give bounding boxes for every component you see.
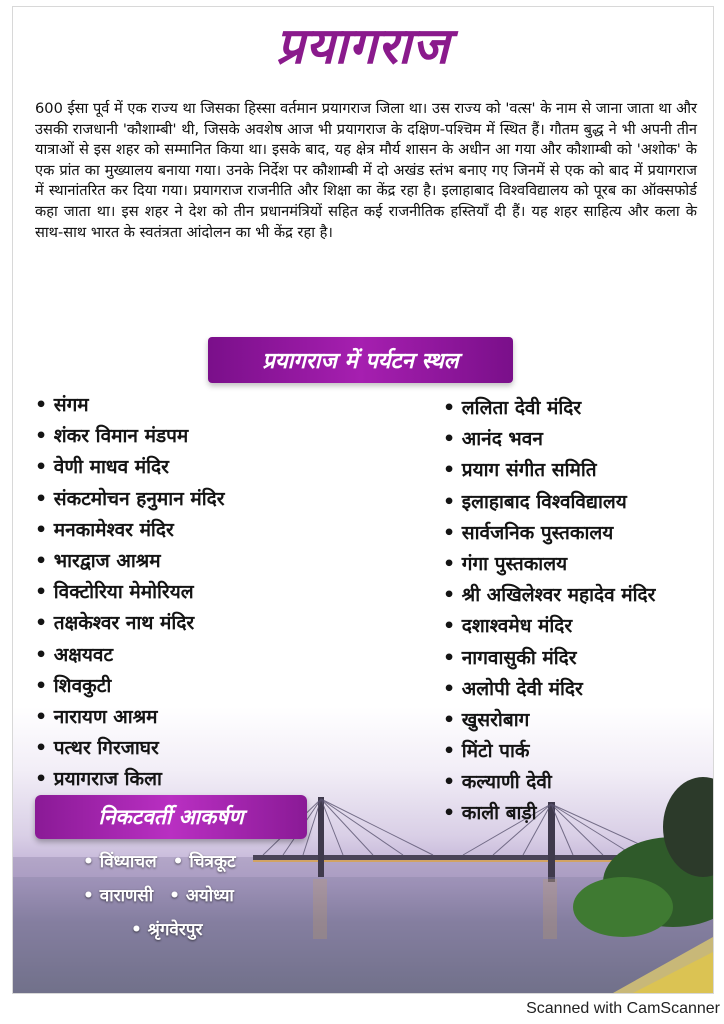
list-item: • काली बाड़ी [443, 798, 655, 829]
list-item: • ललिता देवी मंदिर [443, 393, 655, 424]
nearby-item: • चित्रकूट [173, 852, 236, 872]
nearby-item: • विंध्याचल [83, 852, 157, 872]
list-item: • गंगा पुस्तकालय [443, 549, 655, 580]
list-item: • कल्याणी देवी [443, 767, 655, 798]
list-item: • आनंद भवन [443, 424, 655, 455]
nearby-item: • श्रृंगवेरपुर [131, 920, 202, 940]
nearby-row-3 [131, 917, 212, 940]
nearby-heading: निकटवर्ती आकर्षण [98, 805, 244, 829]
list-item: • विक्टोरिया मेमोरियल [35, 577, 225, 608]
list-item: • भारद्वाज आश्रम [35, 546, 225, 577]
list-item: • शंकर विमान मंडपम [35, 421, 225, 452]
list-item: • शिवकुटी [35, 671, 225, 702]
nearby-item: • वाराणसी [83, 886, 153, 906]
list-item: • तक्षकेश्वर नाथ मंदिर [35, 608, 225, 639]
list-item: • वेणी माधव मंदिर [35, 452, 225, 483]
list-item: • सार्वजनिक पुस्तकालय [443, 518, 655, 549]
list-item: • अक्षयवट [35, 640, 225, 671]
list-item: • संगम [35, 390, 225, 421]
list-item: • प्रयागराज किला [35, 764, 225, 795]
list-item: • अलोपी देवी मंदिर [443, 674, 655, 705]
list-item: • संकटमोचन हनुमान मंदिर [35, 484, 225, 515]
intro-paragraph: 600 ईसा पूर्व में एक राज्य था जिसका हिस्सा वर्तमान प्रयागराज जिला था। उस राज्य को 'वत्स' के नाम से जाना जाता था और उसकी राजधानी 'कौशाम्बी' थी, जिसके अवशेष आज भी प्रयागराज के दक्षिण-पश्चिम में स्थित हैं। गौतम बुद्ध ने भी अपनी तीन यात्राओं से इस शहर को सम्मानित किया था। इसके बाद, यह क्षेत्र मौर्य शासन के अधीन आ गया और कौशाम्बी को 'अशोक' के एक प्रांत का मुख्यालय बनाया गया। उनके निर्देश पर कौशाम्बी में दो अखंड स्तंभ बनाए गए जिनमें से एक को बाद में प्रयागराज में स्थानांतरित कर दिया गया। प्रयागराज राजनीति और शिक्षा का केंद्र रहा है। इलाहाबाद विश्वविद्यालय को पूरब का ऑक्सफोर्ड कहा जाता था। इस शहर ने देश को तीन प्रधानमंत्रियों सहित कई राजनीतिक हस्तियाँ दी हैं। यह शहर साहित्य और कला के साथ-साथ भारत के स्वतंत्रता आंदोलन का भी केंद्र रहा है। [35, 100, 697, 241]
nearby-item: • अयोध्या [169, 886, 234, 906]
page-title: प्रयागराज [275, 17, 451, 75]
list-item: • प्रयाग संगीत समिति [443, 455, 655, 486]
list-item: • मिंटो पार्क [443, 736, 655, 767]
poster [12, 6, 714, 994]
nearby-heading-banner [35, 795, 307, 839]
nearby-row-1 [83, 849, 246, 872]
list-item: • नागवासुकी मंदिर [443, 643, 655, 674]
list-item: • मनकामेश्वर मंदिर [35, 515, 225, 546]
places-list-right [443, 393, 655, 830]
list-item: • खुसरोबाग [443, 705, 655, 736]
places-list-left [35, 390, 225, 795]
list-item: • दशाश्वमेध मंदिर [443, 611, 655, 642]
scanner-watermark: Scanned with CamScanner [526, 1000, 720, 1017]
tourism-heading-banner [208, 337, 513, 383]
list-item: • श्री अखिलेश्वर महादेव मंदिर [443, 580, 655, 611]
nearby-row-2 [83, 883, 244, 906]
list-item: • इलाहाबाद विश्वविद्यालय [443, 487, 655, 518]
list-item: • पत्थर गिरजाघर [35, 733, 225, 764]
tourism-heading: प्रयागराज में पर्यटन स्थल [262, 349, 459, 374]
list-item: • नारायण आश्रम [35, 702, 225, 733]
